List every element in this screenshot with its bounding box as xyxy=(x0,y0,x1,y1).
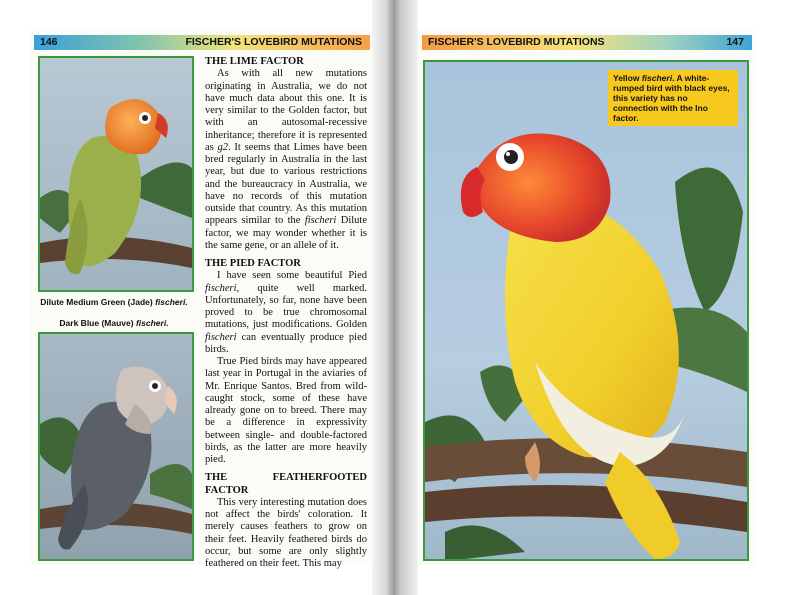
paragraph: As with all new mutations originating in Australia, we do not have much data about this one. It is very similar to the Golden factor, but with an autosomal-recessive inheritance; therefore it is represented as g2. It seems that Limes have been bred regularly in Australia in the last year, but due to various restrictions and the bureaucracy in Australia, we have no records of this mutation outside that country. As this mutation appears similar to the fischeri Dilute factor, we may wonder whether it is the same gene, or an allele of it. xyxy=(205,68,367,251)
lovebird-illustration xyxy=(40,58,192,290)
left-page xyxy=(30,30,372,569)
page-header xyxy=(422,35,752,50)
photo-caption-box: Yellow fischeri. A white-rumped bird with black eyes, this variety has no connection with the Ino factor. xyxy=(608,70,738,126)
photo-dilute-green-lovebird xyxy=(38,56,194,292)
section-heading: THE LIME FACTOR xyxy=(205,56,304,67)
page-number: 146 xyxy=(40,36,58,48)
header-title: FISCHER'S LOVEBIRD MUTATIONS xyxy=(428,36,605,48)
photo-caption-bottom: Dark Blue (Mauve) fischeri. xyxy=(59,318,169,328)
page-header xyxy=(34,35,370,50)
photo-yellow-lovebird xyxy=(423,60,749,561)
lovebird-illustration xyxy=(40,334,192,559)
paragraph: I have seen some beautiful Pied fischeri, quite well marked. Unfortunately, so far, none have been proved to be true chromosomal mutations, just modifications. Golden fischeri can eventually produce pied birds. xyxy=(205,270,367,355)
photo-caption-top: Dilute Medium Green (Jade) fischeri. xyxy=(40,297,188,307)
lovebird-illustration xyxy=(425,62,747,559)
right-page xyxy=(418,30,755,565)
article-text xyxy=(205,56,367,570)
photo-mauve-lovebird xyxy=(38,332,194,561)
section-heading: THE PIED FACTOR xyxy=(205,258,301,269)
section-heading: THE FEATHERFOOTED FACTOR xyxy=(205,472,367,496)
paragraph: This very interesting mutation does not affect the birds' coloration. It merely causes feathers to grow on their feet. Heavily feathered birds do occur, but some are only slightly feathered on their feet. This may xyxy=(205,496,367,569)
page-number: 147 xyxy=(726,36,744,48)
header-title: FISCHER'S LOVEBIRD MUTATIONS xyxy=(185,36,362,48)
book-gutter xyxy=(372,0,418,595)
paragraph: True Pied birds may have appeared last year in Portugal in the aviaries of Mr. Enrique Santos. Bred from wild-caught stock, some of these have already gone on to breed. There may be a difference in expressivity between single- and double-factored birds, as the latter are more heavily pied. xyxy=(205,356,367,465)
